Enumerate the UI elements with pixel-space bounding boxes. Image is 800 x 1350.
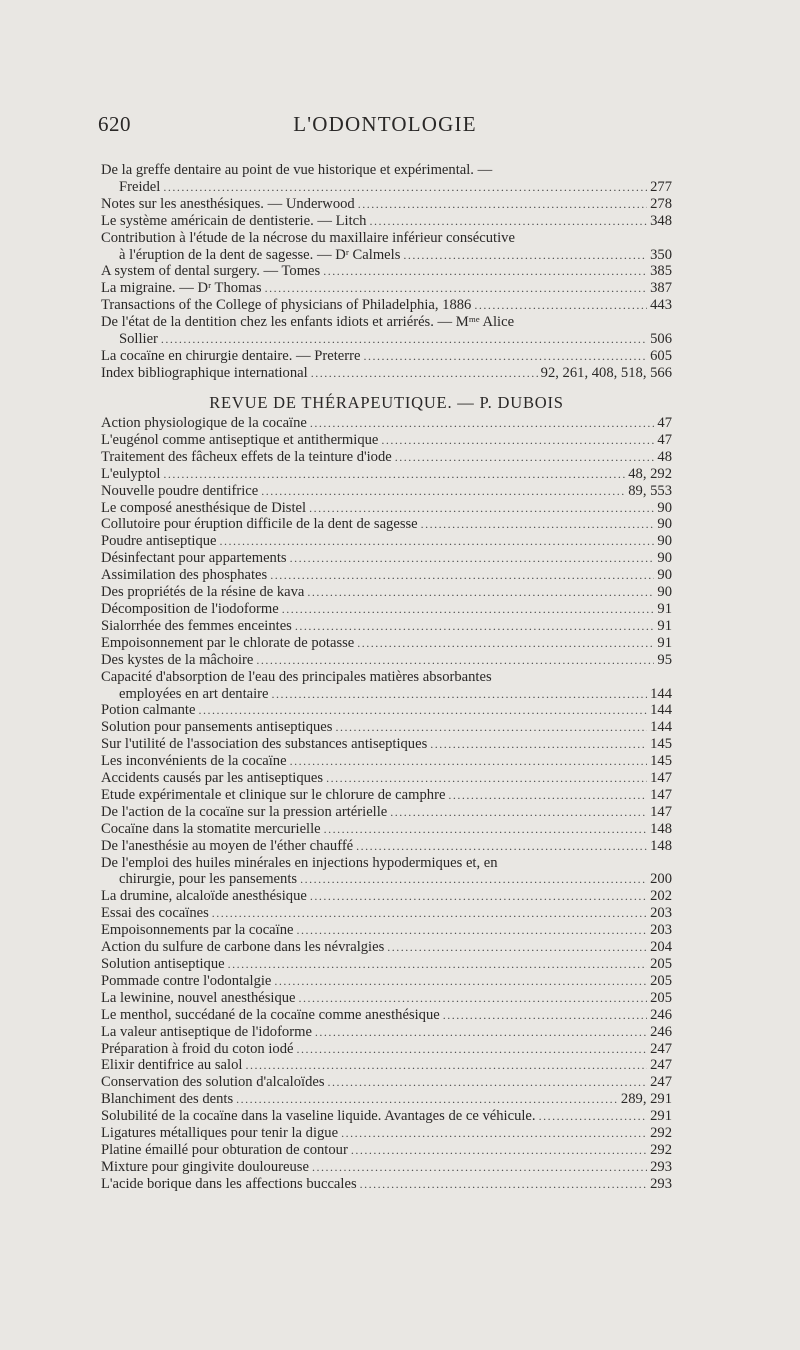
dot-leader — [356, 838, 647, 855]
page-reference: 90 — [657, 584, 672, 601]
entry-title: chirurgie, pour les pansements — [119, 871, 298, 888]
dot-leader — [369, 213, 647, 230]
entry-title: employées en art dentaire — [119, 685, 269, 702]
page-reference: 48 — [657, 448, 672, 465]
page-reference: 203 — [650, 905, 672, 922]
dot-leader — [310, 415, 655, 432]
entry-row — [101, 466, 672, 483]
page-reference: 200 — [650, 871, 672, 888]
index-entry — [101, 297, 672, 314]
entry-row — [101, 686, 672, 703]
entry-row — [101, 1041, 672, 1058]
page-reference: 204 — [650, 939, 672, 956]
page-reference: 147 — [650, 803, 672, 820]
entry-title: Sur l'utilité de l'association des substances antiseptiques — [101, 736, 428, 753]
entry-title: Décomposition de l'iodoforme — [101, 600, 279, 617]
dot-leader — [539, 1108, 648, 1125]
page-reference: 148 — [650, 820, 672, 837]
entry-title: La migraine. — Dʳ Thomas — [101, 280, 262, 297]
index-entry — [101, 365, 672, 382]
dot-leader — [228, 956, 647, 973]
entry-row — [101, 618, 672, 635]
index-entry — [101, 601, 672, 618]
entry-title: Préparation à froid du coton iodé — [101, 1040, 294, 1057]
entry-title: Notes sur les anesthésiques. — Underwood — [101, 195, 355, 212]
index-entry — [101, 702, 672, 719]
page-reference: 92, 261, 408, 518, 566 — [540, 364, 672, 381]
dot-leader — [300, 871, 647, 888]
entry-row — [101, 1074, 672, 1091]
entry-row — [101, 432, 672, 449]
entry-row — [101, 939, 672, 956]
page-reference: 48, 292 — [628, 465, 672, 482]
entry-title: Solubilité de la cocaïne dans la vaseline liquide. Avantages de ce véhicule. — [101, 1108, 536, 1125]
index-entry — [101, 483, 672, 500]
entry-row — [101, 213, 672, 230]
index-entry — [101, 550, 672, 567]
index-entry — [101, 821, 672, 838]
entry-row — [101, 888, 672, 905]
entry-row — [101, 804, 672, 821]
entry-row — [101, 838, 672, 855]
entry-row — [101, 702, 672, 719]
index-entry — [101, 618, 672, 635]
dot-leader — [282, 601, 655, 618]
entry-text-line: De l'emploi des huiles minérales en injections hypodermiques et, en — [101, 854, 498, 871]
index-entry — [101, 736, 672, 753]
index-entry — [101, 466, 672, 483]
dot-leader — [295, 618, 655, 635]
index-entry — [101, 348, 672, 365]
dot-leader — [448, 787, 647, 804]
index-entry — [101, 753, 672, 770]
entry-row — [101, 1176, 672, 1193]
dot-leader — [360, 1176, 647, 1193]
entry-title: Action physiologique de la cocaïne — [101, 415, 307, 431]
entry-row — [101, 1057, 672, 1074]
entry-title: Nouvelle poudre dentifrice — [101, 482, 259, 499]
dot-leader — [390, 804, 647, 821]
index-entry — [101, 533, 672, 550]
entry-row — [101, 1159, 672, 1176]
page-reference: 47 — [657, 415, 672, 431]
index-entry — [101, 1159, 672, 1176]
dot-leader — [265, 280, 648, 297]
index-entry — [101, 787, 672, 804]
entry-title: Blanchiment des dents — [101, 1091, 234, 1108]
page-reference: 443 — [650, 297, 672, 314]
page-reference: 90 — [657, 499, 672, 516]
entry-row — [101, 348, 672, 365]
page-reference: 205 — [650, 956, 672, 972]
entry-row — [101, 736, 672, 753]
dot-leader — [198, 702, 647, 719]
entry-row — [101, 247, 672, 264]
entry-text-line: Contribution à l'étude de la nécrose du maxillaire inférieur consécutive — [101, 229, 515, 246]
dot-leader — [272, 686, 648, 703]
dot-leader — [328, 1074, 648, 1091]
entry-row — [101, 905, 672, 922]
entry-row — [101, 770, 672, 787]
dot-leader — [387, 939, 647, 956]
page-reference: 278 — [650, 195, 672, 212]
dot-leader — [324, 821, 647, 838]
dot-leader — [335, 719, 647, 736]
page-reference: 605 — [650, 347, 672, 364]
dot-leader — [443, 1007, 647, 1024]
index-entry — [101, 415, 672, 432]
entry-row — [101, 500, 672, 517]
entry-title: La cocaïne en chirurgie dentaire. — Preterre — [101, 347, 361, 364]
dot-leader — [310, 888, 647, 905]
index-entry — [101, 905, 672, 922]
index-entry — [101, 652, 672, 669]
dot-leader — [326, 770, 647, 787]
index-entry — [101, 669, 672, 703]
page-reference: 148 — [650, 837, 672, 854]
entry-title: Essai des cocaïnes — [101, 905, 209, 922]
dot-leader — [323, 263, 647, 280]
index-entry — [101, 1041, 672, 1058]
entry-row — [101, 263, 672, 280]
entry-row — [101, 922, 672, 939]
index-entry — [101, 567, 672, 584]
dot-leader — [309, 500, 654, 517]
entry-title: Accidents causés par les antiseptiques — [101, 770, 324, 787]
page-reference: 246 — [650, 1006, 672, 1023]
index-entry — [101, 314, 672, 348]
index-entry — [101, 1057, 672, 1074]
dot-leader — [299, 990, 648, 1007]
index-entry — [101, 516, 672, 533]
page-reference: 506 — [650, 331, 672, 348]
entry-row — [101, 415, 672, 432]
dot-leader — [341, 1125, 647, 1142]
entry-title: Mixture pour gingivite douloureuse — [101, 1158, 309, 1175]
page-reference: 293 — [650, 1175, 672, 1192]
page-reference: 293 — [650, 1158, 672, 1175]
entry-row — [101, 635, 672, 652]
page-reference: 292 — [650, 1125, 672, 1142]
page-reference: 144 — [650, 702, 672, 719]
page-reference: 90 — [657, 567, 672, 584]
dot-leader — [395, 449, 655, 466]
dot-leader — [236, 1091, 618, 1108]
entry-title: Des kystes de la mâchoire — [101, 651, 254, 668]
entry-title: La lewinine, nouvel anesthésique — [101, 989, 296, 1006]
entry-title: Le menthol, succédané de la cocaïne comme anesthésique — [101, 1006, 440, 1023]
entry-title: A system of dental surgery. — Tomes — [101, 263, 321, 280]
index-entry — [101, 1074, 672, 1091]
index-entry — [101, 990, 672, 1007]
entry-row — [101, 449, 672, 466]
entry-title: Collutoire pour éruption difficile de la dent de sagesse — [101, 516, 418, 533]
entry-row — [101, 533, 672, 550]
entry-title: Platine émaillé pour obturation de contour — [101, 1141, 348, 1158]
index-entry — [101, 196, 672, 213]
page-reference: 277 — [650, 178, 672, 195]
entry-row — [101, 331, 672, 348]
index-entry — [101, 1024, 672, 1041]
entry-row — [101, 567, 672, 584]
entry-row — [101, 516, 672, 533]
dot-leader — [312, 1159, 647, 1176]
dot-leader — [261, 483, 625, 500]
entry-row — [101, 179, 672, 196]
page-reference: 247 — [650, 1040, 672, 1057]
entry-title: Solution antiseptique — [101, 956, 225, 972]
page-reference: 145 — [650, 736, 672, 753]
page-reference: 91 — [657, 634, 672, 651]
page-reference: 91 — [657, 617, 672, 634]
entry-row — [101, 483, 672, 500]
entry-title: à l'éruption de la dent de sagesse. — Dʳ Calmels — [119, 246, 401, 263]
entry-title: Action du sulfure de carbone dans les névralgies — [101, 939, 385, 956]
index-entry — [101, 939, 672, 956]
entry-row — [101, 719, 672, 736]
page-reference: 387 — [650, 280, 672, 297]
entry-row — [101, 365, 672, 382]
entry-title: Le composé anesthésique de Distel — [101, 499, 307, 516]
entry-title: Sollier — [119, 331, 158, 348]
page-reference: 90 — [657, 516, 672, 533]
dot-leader — [245, 1057, 647, 1074]
dot-leader — [290, 753, 648, 770]
page-reference: 147 — [650, 770, 672, 787]
entry-row — [101, 956, 672, 973]
entry-title: Pommade contre l'odontalgie — [101, 972, 272, 989]
entry-title: Désinfectant pour appartements — [101, 550, 287, 567]
page-reference: 289, 291 — [620, 1091, 672, 1108]
entry-title: Elixir dentifrice au salol — [101, 1057, 243, 1074]
index-entry — [101, 956, 672, 973]
entry-row — [101, 1125, 672, 1142]
page-reference: 291 — [650, 1108, 672, 1125]
page-reference: 145 — [650, 753, 672, 770]
index-section-2 — [101, 415, 672, 1193]
entry-title: Freidel — [119, 178, 161, 195]
page-reference: 147 — [650, 786, 672, 803]
entry-title: Poudre antiseptique — [101, 533, 217, 550]
entry-row — [101, 550, 672, 567]
page-reference: 47 — [657, 431, 672, 448]
entry-row — [101, 652, 672, 669]
entry-title: L'eugénol comme antiseptique et antithermique — [101, 431, 379, 448]
dot-leader — [315, 1024, 647, 1041]
dot-leader — [363, 348, 647, 365]
dot-leader — [256, 652, 654, 669]
entry-row — [101, 821, 672, 838]
entry-row — [101, 280, 672, 297]
index-entry — [101, 449, 672, 466]
entry-row — [101, 871, 672, 888]
page-reference: 385 — [650, 263, 672, 280]
page-header — [98, 112, 672, 142]
dot-leader — [403, 247, 647, 264]
entry-row — [101, 297, 672, 314]
dot-leader — [358, 196, 647, 213]
page-reference: 202 — [650, 888, 672, 905]
entry-text-line: Capacité d'absorption de l'eau des principales matières absorbantes — [101, 668, 492, 685]
index-entry — [101, 584, 672, 601]
index-entry — [101, 888, 672, 905]
entry-row — [101, 1108, 672, 1125]
page-reference: 348 — [650, 212, 672, 229]
index-entry — [101, 1108, 672, 1125]
entry-title: La valeur antiseptique de l'idoforme — [101, 1023, 312, 1040]
page-reference: 90 — [657, 550, 672, 567]
entry-row — [101, 973, 672, 990]
entry-title: Les inconvénients de la cocaïne — [101, 753, 287, 770]
page-reference: 90 — [657, 533, 672, 550]
entry-title: Solution pour pansements antiseptiques — [101, 719, 333, 736]
entry-title: Des propriétés de la résine de kava — [101, 584, 305, 601]
page-reference: 203 — [650, 922, 672, 939]
index-entry — [101, 1091, 672, 1108]
index-entry — [101, 213, 672, 230]
page-number: 620 — [98, 112, 131, 136]
dot-leader — [274, 973, 647, 990]
dot-leader — [311, 365, 538, 382]
entry-text-line: De l'état de la dentition chez les enfants idiots et arriérés. — Mᵐᵉ Alice — [101, 314, 515, 331]
index-entry — [101, 770, 672, 787]
entry-title: Conservation des solution d'alcaloïdes — [101, 1074, 325, 1091]
entry-title: De l'action de la cocaïne sur la pression artérielle — [101, 803, 388, 820]
index-entry — [101, 1176, 672, 1193]
page-reference: 144 — [650, 719, 672, 736]
dot-leader — [220, 533, 655, 550]
entry-row — [101, 584, 672, 601]
dot-leader — [421, 516, 655, 533]
entry-title: Le système américain de dentisterie. — Litch — [101, 212, 367, 229]
section-heading: REVUE DE THÉRAPEUTIQUE. — P. DUBOIS — [209, 393, 564, 412]
dot-leader — [381, 432, 654, 449]
dot-leader — [163, 179, 647, 196]
dot-leader — [297, 922, 648, 939]
entry-row — [101, 1024, 672, 1041]
page-reference: 247 — [650, 1057, 672, 1074]
dot-leader — [212, 905, 647, 922]
dot-leader — [163, 466, 625, 483]
entry-text-line: De la greffe dentaire au point de vue historique et expérimental. — — [101, 162, 493, 178]
entry-title: Sialorrhée des femmes enceintes — [101, 617, 292, 634]
entry-title: Empoisonnement par le chlorate de potasse — [101, 634, 355, 651]
dot-leader — [474, 297, 647, 314]
entry-title: Index bibliographique international — [101, 364, 308, 381]
index-entry — [101, 432, 672, 449]
index-entry — [101, 719, 672, 736]
dot-leader — [297, 1041, 648, 1058]
index-entry — [101, 230, 672, 264]
dot-leader — [161, 331, 647, 348]
index-entry — [101, 280, 672, 297]
index-entry — [101, 500, 672, 517]
index-entry — [101, 635, 672, 652]
dot-leader — [351, 1142, 647, 1159]
entry-row — [101, 601, 672, 618]
page-reference: 246 — [650, 1023, 672, 1040]
entry-title: Etude expérimentale et clinique sur le chlorure de camphre — [101, 786, 446, 803]
entry-title: La drumine, alcaloïde anesthésique — [101, 888, 307, 905]
page-reference: 144 — [650, 685, 672, 702]
entry-row — [101, 990, 672, 1007]
entry-row — [101, 196, 672, 213]
index-entry — [101, 855, 672, 889]
entry-row — [101, 1091, 672, 1108]
entry-title: Potion calmante — [101, 702, 196, 719]
page-reference: 350 — [650, 246, 672, 263]
entry-title: Traitement des fâcheux effets de la teinture d'iode — [101, 448, 392, 465]
entry-title: Transactions of the College of physicians of Philadelphia, 1886 — [101, 297, 472, 314]
page-reference: 91 — [657, 600, 672, 617]
entry-row — [101, 1142, 672, 1159]
entry-title: Empoisonnements par la cocaïne — [101, 922, 294, 939]
index-entry — [101, 804, 672, 821]
page-reference: 95 — [657, 651, 672, 668]
index-entry — [101, 973, 672, 990]
entry-title: L'acide borique dans les affections buccales — [101, 1175, 357, 1192]
page-reference: 89, 553 — [628, 482, 672, 499]
entry-title: Cocaïne dans la stomatite mercurielle — [101, 820, 321, 837]
entry-row — [101, 753, 672, 770]
index-entry — [101, 838, 672, 855]
entry-title: De l'anesthésie au moyen de l'éther chauffé — [101, 837, 354, 854]
index-entry — [101, 1007, 672, 1024]
entry-title: Assimilation des phosphates — [101, 567, 268, 584]
entry-title: Ligatures métalliques pour tenir la digue — [101, 1125, 339, 1142]
index-entry — [101, 1125, 672, 1142]
page-reference: 205 — [650, 972, 672, 989]
index-entry — [101, 1142, 672, 1159]
dot-leader — [430, 736, 647, 753]
index-entry — [101, 263, 672, 280]
entry-row — [101, 787, 672, 804]
entry-title: L'eulyptol — [101, 465, 161, 482]
index-entry — [101, 922, 672, 939]
entry-row — [101, 1007, 672, 1024]
page-reference: 292 — [650, 1141, 672, 1158]
dot-leader — [357, 635, 654, 652]
dot-leader — [290, 550, 655, 567]
index-entry — [101, 162, 672, 196]
dot-leader — [270, 567, 654, 584]
index-section-1 — [101, 162, 672, 382]
page-reference: 247 — [650, 1074, 672, 1091]
page-reference: 205 — [650, 989, 672, 1006]
dot-leader — [307, 584, 654, 601]
running-title: L'ODONTOLOGIE — [293, 112, 477, 136]
